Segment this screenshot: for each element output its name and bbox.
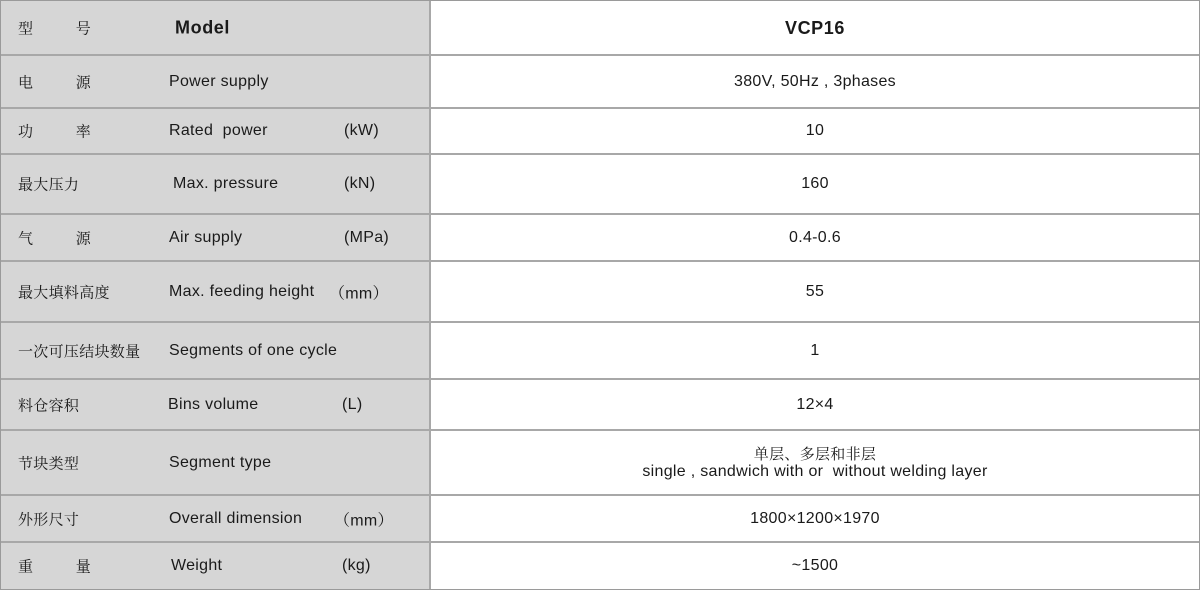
header-label-cell bbox=[1, 1, 431, 54]
row-cn-label: 电 源 bbox=[18, 73, 91, 91]
row-cn-label: 功 率 bbox=[18, 122, 91, 141]
row-cn-label: 料仓容积 bbox=[18, 396, 80, 414]
row-en-label: Rated power bbox=[169, 122, 268, 139]
row-en-label: Segment type bbox=[169, 453, 272, 471]
row-en-label: Overall dimension bbox=[169, 509, 303, 527]
row-unit-label: (L) bbox=[342, 395, 363, 413]
row-value: 380V, 50Hz , 3phases bbox=[431, 56, 1199, 107]
row-cn-label: 外形尺寸 bbox=[18, 510, 80, 528]
row-en-label: Max. pressure bbox=[173, 175, 279, 192]
header-cn-label: 型 号 bbox=[18, 19, 91, 37]
row-en-label: Air supply bbox=[169, 228, 243, 246]
spec-row-rated-power bbox=[1, 109, 1199, 155]
spec-row-segment-type bbox=[1, 431, 1199, 496]
row-value-en: single , sandwich with or without welding layer bbox=[642, 462, 988, 480]
row-value: 55 bbox=[431, 262, 1199, 321]
spec-row-max-feeding-height bbox=[1, 262, 1199, 323]
row-value: 160 bbox=[431, 155, 1199, 213]
row-en-label: Bins volume bbox=[168, 395, 259, 413]
header-model-value: VCP16 bbox=[431, 1, 1199, 54]
spec-row-weight bbox=[1, 543, 1199, 589]
row-unit-label: (kW) bbox=[344, 122, 379, 139]
row-value bbox=[431, 431, 1199, 494]
spec-row-segments-per-cycle bbox=[1, 323, 1199, 380]
spec-row-max-pressure bbox=[1, 155, 1199, 215]
spec-row-overall-dimension bbox=[1, 496, 1199, 543]
row-value: 0.4-0.6 bbox=[431, 215, 1199, 260]
row-unit-label: （mm） bbox=[329, 285, 389, 302]
row-value-cn: 单层、多层和非层 bbox=[753, 444, 877, 463]
header-row bbox=[1, 1, 1199, 56]
row-unit-label: (kN) bbox=[344, 175, 376, 192]
row-cn-label: 重 量 bbox=[18, 557, 91, 576]
header-en-label: Model bbox=[175, 17, 230, 37]
row-value: 10 bbox=[431, 109, 1199, 153]
row-cn-label: 最大压力 bbox=[18, 175, 80, 194]
row-cn-label: 一次可压结块数量 bbox=[18, 342, 141, 360]
row-cn-label: 气 源 bbox=[18, 229, 91, 247]
row-value: ~1500 bbox=[431, 543, 1199, 589]
row-value: 12×4 bbox=[431, 380, 1199, 429]
row-unit-label: (kg) bbox=[342, 557, 371, 574]
row-en-label: Max. feeding height bbox=[169, 282, 315, 300]
row-en-label: Power supply bbox=[169, 72, 269, 90]
spec-row-power-supply bbox=[1, 56, 1199, 109]
spec-row-air-supply bbox=[1, 215, 1199, 262]
row-value: 1 bbox=[431, 323, 1199, 378]
row-cn-label: 最大填料高度 bbox=[18, 283, 110, 301]
row-value: 1800×1200×1970 bbox=[431, 496, 1199, 541]
row-en-label: Weight bbox=[171, 557, 223, 574]
row-cn-label: 节块类型 bbox=[18, 454, 80, 472]
row-unit-label: （mm） bbox=[334, 512, 394, 529]
row-en-label: Segments of one cycle bbox=[169, 341, 338, 359]
spec-row-bins-volume bbox=[1, 380, 1199, 431]
row-unit-label: (MPa) bbox=[344, 228, 390, 246]
